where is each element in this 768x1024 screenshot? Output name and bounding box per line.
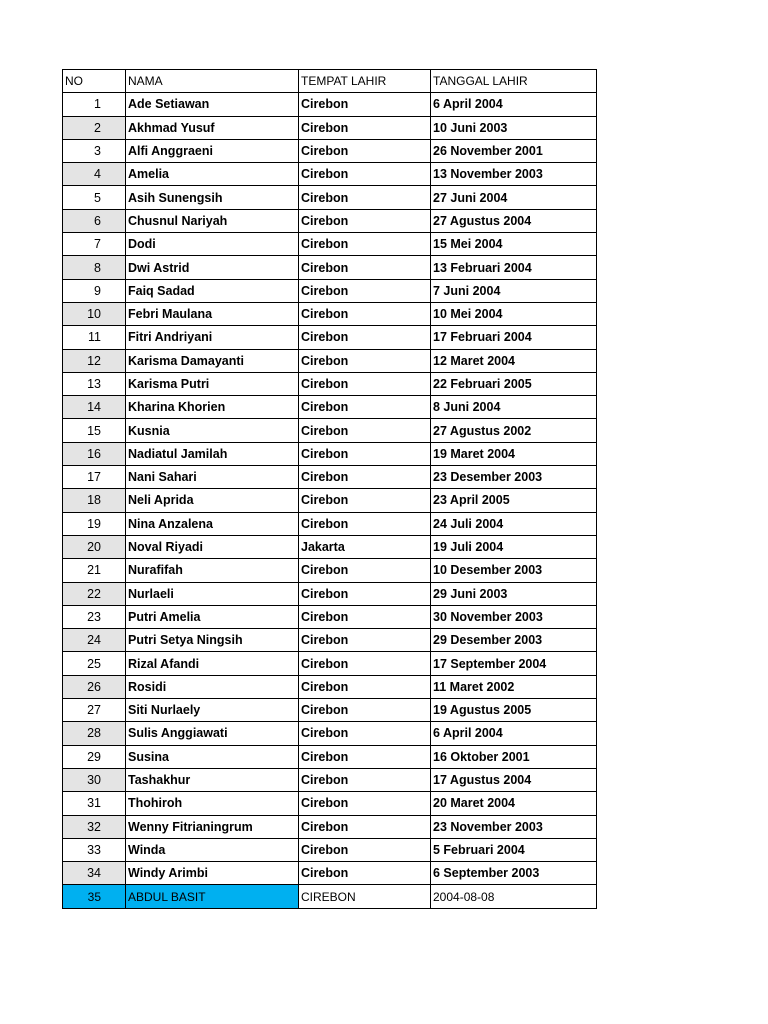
table-row <box>63 559 597 582</box>
cell-nama[interactable]: Nadiatul Jamilah <box>126 442 299 465</box>
cell-tempat-lahir[interactable]: Cirebon <box>299 652 431 675</box>
cell-nama[interactable]: Kusnia <box>126 419 299 442</box>
table-row <box>63 93 597 116</box>
cell-tanggal-lahir[interactable]: 27 Agustus 2004 <box>431 209 597 232</box>
cell-tempat-lahir[interactable]: Cirebon <box>299 349 431 372</box>
header-nama[interactable]: NAMA <box>126 70 299 93</box>
cell-no[interactable]: 12 <box>63 349 126 372</box>
cell-tempat-lahir[interactable]: Cirebon <box>299 862 431 885</box>
cell-tanggal-lahir[interactable]: 2004-08-08 <box>431 885 597 908</box>
cell-nama[interactable]: Siti Nurlaely <box>126 699 299 722</box>
cell-tempat-lahir[interactable]: Cirebon <box>299 442 431 465</box>
cell-tempat-lahir[interactable]: Cirebon <box>299 559 431 582</box>
cell-no[interactable]: 35 <box>63 885 126 908</box>
cell-no[interactable]: 14 <box>63 396 126 419</box>
cell-tempat-lahir[interactable]: Cirebon <box>299 699 431 722</box>
table-row <box>63 233 597 256</box>
cell-no[interactable]: 6 <box>63 209 126 232</box>
cell-tanggal-lahir[interactable]: 13 Februari 2004 <box>431 256 597 279</box>
cell-no[interactable]: 17 <box>63 466 126 489</box>
cell-nama[interactable]: Tashakhur <box>126 768 299 791</box>
cell-nama[interactable]: Wenny Fitrianingrum <box>126 815 299 838</box>
cell-nama[interactable]: Ade Setiawan <box>126 93 299 116</box>
table-row <box>63 838 597 861</box>
table-row <box>63 535 597 558</box>
cell-tempat-lahir[interactable]: Cirebon <box>299 582 431 605</box>
cell-tempat-lahir[interactable]: Cirebon <box>299 209 431 232</box>
cell-tanggal-lahir[interactable]: 5 Februari 2004 <box>431 838 597 861</box>
cell-no[interactable]: 34 <box>63 862 126 885</box>
table-row <box>63 862 597 885</box>
table-row <box>63 139 597 162</box>
cell-no[interactable]: 4 <box>63 163 126 186</box>
cell-nama[interactable]: Susina <box>126 745 299 768</box>
table-row <box>63 605 597 628</box>
cell-nama[interactable]: Asih Sunengsih <box>126 186 299 209</box>
cell-no[interactable]: 15 <box>63 419 126 442</box>
cell-tanggal-lahir[interactable]: 23 April 2005 <box>431 489 597 512</box>
header-tempat-lahir[interactable]: TEMPAT LAHIR <box>299 70 431 93</box>
table-body <box>63 93 597 908</box>
cell-tanggal-lahir[interactable]: 7 Juni 2004 <box>431 279 597 302</box>
cell-tanggal-lahir[interactable]: 10 Mei 2004 <box>431 302 597 325</box>
cell-tempat-lahir[interactable]: Cirebon <box>299 629 431 652</box>
cell-no[interactable]: 25 <box>63 652 126 675</box>
table-row <box>63 256 597 279</box>
cell-nama[interactable]: Putri Amelia <box>126 605 299 628</box>
cell-no[interactable]: 3 <box>63 139 126 162</box>
cell-no[interactable]: 26 <box>63 675 126 698</box>
cell-nama[interactable]: Winda <box>126 838 299 861</box>
cell-tempat-lahir[interactable]: Cirebon <box>299 326 431 349</box>
cell-nama[interactable]: Faiq Sadad <box>126 279 299 302</box>
cell-tempat-lahir[interactable]: Cirebon <box>299 419 431 442</box>
cell-tempat-lahir[interactable]: Cirebon <box>299 466 431 489</box>
cell-nama[interactable]: Karisma Putri <box>126 372 299 395</box>
table-row <box>63 209 597 232</box>
table-row <box>63 419 597 442</box>
cell-tempat-lahir[interactable]: Cirebon <box>299 186 431 209</box>
table-row <box>63 349 597 372</box>
table-row <box>63 512 597 535</box>
cell-tempat-lahir[interactable]: Cirebon <box>299 675 431 698</box>
cell-nama[interactable]: Karisma Damayanti <box>126 349 299 372</box>
cell-tanggal-lahir[interactable]: 11 Maret 2002 <box>431 675 597 698</box>
table-row <box>63 396 597 419</box>
cell-nama[interactable]: Noval Riyadi <box>126 535 299 558</box>
cell-tempat-lahir[interactable]: Cirebon <box>299 396 431 419</box>
cell-tanggal-lahir[interactable]: 6 April 2004 <box>431 93 597 116</box>
cell-no[interactable]: 29 <box>63 745 126 768</box>
cell-no[interactable]: 28 <box>63 722 126 745</box>
cell-nama[interactable]: Alfi Anggraeni <box>126 139 299 162</box>
cell-tempat-lahir[interactable]: Cirebon <box>299 93 431 116</box>
cell-tempat-lahir[interactable]: CIREBON <box>299 885 431 908</box>
cell-tanggal-lahir[interactable]: 8 Juni 2004 <box>431 396 597 419</box>
cell-nama[interactable]: Nurlaeli <box>126 582 299 605</box>
table-row <box>63 885 597 908</box>
cell-no[interactable]: 30 <box>63 768 126 791</box>
cell-tanggal-lahir[interactable]: 10 Desember 2003 <box>431 559 597 582</box>
table-row <box>63 815 597 838</box>
cell-tanggal-lahir[interactable]: 26 November 2001 <box>431 139 597 162</box>
table-row <box>63 722 597 745</box>
cell-nama[interactable]: Nina Anzalena <box>126 512 299 535</box>
cell-tanggal-lahir[interactable]: 12 Maret 2004 <box>431 349 597 372</box>
cell-nama[interactable]: ABDUL BASIT <box>126 885 299 908</box>
table-row <box>63 582 597 605</box>
cell-no[interactable]: 16 <box>63 442 126 465</box>
cell-tanggal-lahir[interactable]: 30 November 2003 <box>431 605 597 628</box>
header-no[interactable]: NO <box>63 70 126 93</box>
cell-tempat-lahir[interactable]: Cirebon <box>299 279 431 302</box>
cell-tempat-lahir[interactable]: Cirebon <box>299 139 431 162</box>
cell-no[interactable]: 8 <box>63 256 126 279</box>
cell-nama[interactable]: Dwi Astrid <box>126 256 299 279</box>
cell-nama[interactable]: Nani Sahari <box>126 466 299 489</box>
cell-no[interactable]: 19 <box>63 512 126 535</box>
table-row <box>63 442 597 465</box>
table-row <box>63 792 597 815</box>
table-row <box>63 116 597 139</box>
cell-tanggal-lahir[interactable]: 20 Maret 2004 <box>431 792 597 815</box>
cell-tempat-lahir[interactable]: Cirebon <box>299 815 431 838</box>
cell-tempat-lahir[interactable]: Cirebon <box>299 745 431 768</box>
cell-nama[interactable]: Sulis Anggiawati <box>126 722 299 745</box>
table-row <box>63 302 597 325</box>
cell-nama[interactable]: Febri Maulana <box>126 302 299 325</box>
cell-nama[interactable]: Rosidi <box>126 675 299 698</box>
cell-tempat-lahir[interactable]: Cirebon <box>299 302 431 325</box>
cell-tanggal-lahir[interactable]: 19 Juli 2004 <box>431 535 597 558</box>
cell-tanggal-lahir[interactable]: 27 Juni 2004 <box>431 186 597 209</box>
table-row <box>63 489 597 512</box>
cell-tanggal-lahir[interactable]: 29 Juni 2003 <box>431 582 597 605</box>
cell-tanggal-lahir[interactable]: 15 Mei 2004 <box>431 233 597 256</box>
cell-tanggal-lahir[interactable]: 17 Agustus 2004 <box>431 768 597 791</box>
table-row <box>63 699 597 722</box>
cell-tempat-lahir[interactable]: Cirebon <box>299 489 431 512</box>
cell-nama[interactable]: Thohiroh <box>126 792 299 815</box>
cell-tempat-lahir[interactable]: Cirebon <box>299 163 431 186</box>
cell-nama[interactable]: Akhmad Yusuf <box>126 116 299 139</box>
cell-no[interactable]: 24 <box>63 629 126 652</box>
cell-no[interactable]: 2 <box>63 116 126 139</box>
cell-no[interactable]: 10 <box>63 302 126 325</box>
cell-tempat-lahir[interactable]: Cirebon <box>299 233 431 256</box>
cell-tanggal-lahir[interactable]: 6 September 2003 <box>431 862 597 885</box>
cell-tempat-lahir[interactable]: Cirebon <box>299 722 431 745</box>
cell-no[interactable]: 1 <box>63 93 126 116</box>
cell-tanggal-lahir[interactable]: 13 November 2003 <box>431 163 597 186</box>
cell-tempat-lahir[interactable]: Cirebon <box>299 372 431 395</box>
cell-no[interactable]: 13 <box>63 372 126 395</box>
cell-tempat-lahir[interactable]: Cirebon <box>299 792 431 815</box>
table-row <box>63 652 597 675</box>
cell-nama[interactable]: Dodi <box>126 233 299 256</box>
cell-nama[interactable]: Nurafifah <box>126 559 299 582</box>
cell-tempat-lahir[interactable]: Cirebon <box>299 256 431 279</box>
cell-nama[interactable]: Windy Arimbi <box>126 862 299 885</box>
cell-no[interactable]: 18 <box>63 489 126 512</box>
table-row <box>63 629 597 652</box>
table-row <box>63 163 597 186</box>
cell-no[interactable]: 27 <box>63 699 126 722</box>
cell-tempat-lahir[interactable]: Cirebon <box>299 512 431 535</box>
cell-tanggal-lahir[interactable]: 27 Agustus 2002 <box>431 419 597 442</box>
cell-tanggal-lahir[interactable]: 6 April 2004 <box>431 722 597 745</box>
cell-nama[interactable]: Fitri Andriyani <box>126 326 299 349</box>
table-row <box>63 372 597 395</box>
cell-nama[interactable]: Amelia <box>126 163 299 186</box>
table-row <box>63 675 597 698</box>
cell-nama[interactable]: Putri Setya Ningsih <box>126 629 299 652</box>
cell-tempat-lahir[interactable]: Jakarta <box>299 535 431 558</box>
cell-no[interactable]: 33 <box>63 838 126 861</box>
cell-nama[interactable]: Neli Aprida <box>126 489 299 512</box>
cell-tanggal-lahir[interactable]: 24 Juli 2004 <box>431 512 597 535</box>
cell-no[interactable]: 11 <box>63 326 126 349</box>
cell-tanggal-lahir[interactable]: 17 September 2004 <box>431 652 597 675</box>
cell-tanggal-lahir[interactable]: 16 Oktober 2001 <box>431 745 597 768</box>
cell-no[interactable]: 22 <box>63 582 126 605</box>
cell-nama[interactable]: Rizal Afandi <box>126 652 299 675</box>
cell-tempat-lahir[interactable]: Cirebon <box>299 768 431 791</box>
cell-tanggal-lahir[interactable]: 23 November 2003 <box>431 815 597 838</box>
header-tanggal-lahir[interactable]: TANGGAL LAHIR <box>431 70 597 93</box>
cell-tanggal-lahir[interactable]: 22 Februari 2005 <box>431 372 597 395</box>
cell-no[interactable]: 21 <box>63 559 126 582</box>
table-row <box>63 279 597 302</box>
cell-nama[interactable]: Kharina Khorien <box>126 396 299 419</box>
cell-no[interactable]: 31 <box>63 792 126 815</box>
table-row <box>63 768 597 791</box>
student-table <box>62 69 597 909</box>
cell-no[interactable]: 5 <box>63 186 126 209</box>
cell-tanggal-lahir[interactable]: 19 Maret 2004 <box>431 442 597 465</box>
cell-no[interactable]: 20 <box>63 535 126 558</box>
cell-tanggal-lahir[interactable]: 29 Desember 2003 <box>431 629 597 652</box>
table-row <box>63 326 597 349</box>
header-row <box>63 70 597 93</box>
table-row <box>63 186 597 209</box>
cell-tanggal-lahir[interactable]: 19 Agustus 2005 <box>431 699 597 722</box>
table-row <box>63 466 597 489</box>
cell-tempat-lahir[interactable]: Cirebon <box>299 838 431 861</box>
cell-no[interactable]: 32 <box>63 815 126 838</box>
cell-tanggal-lahir[interactable]: 17 Februari 2004 <box>431 326 597 349</box>
cell-nama[interactable]: Chusnul Nariyah <box>126 209 299 232</box>
cell-tempat-lahir[interactable]: Cirebon <box>299 116 431 139</box>
cell-no[interactable]: 23 <box>63 605 126 628</box>
table-row <box>63 745 597 768</box>
cell-no[interactable]: 7 <box>63 233 126 256</box>
cell-no[interactable]: 9 <box>63 279 126 302</box>
cell-tanggal-lahir[interactable]: 23 Desember 2003 <box>431 466 597 489</box>
cell-tanggal-lahir[interactable]: 10 Juni 2003 <box>431 116 597 139</box>
cell-tempat-lahir[interactable]: Cirebon <box>299 605 431 628</box>
